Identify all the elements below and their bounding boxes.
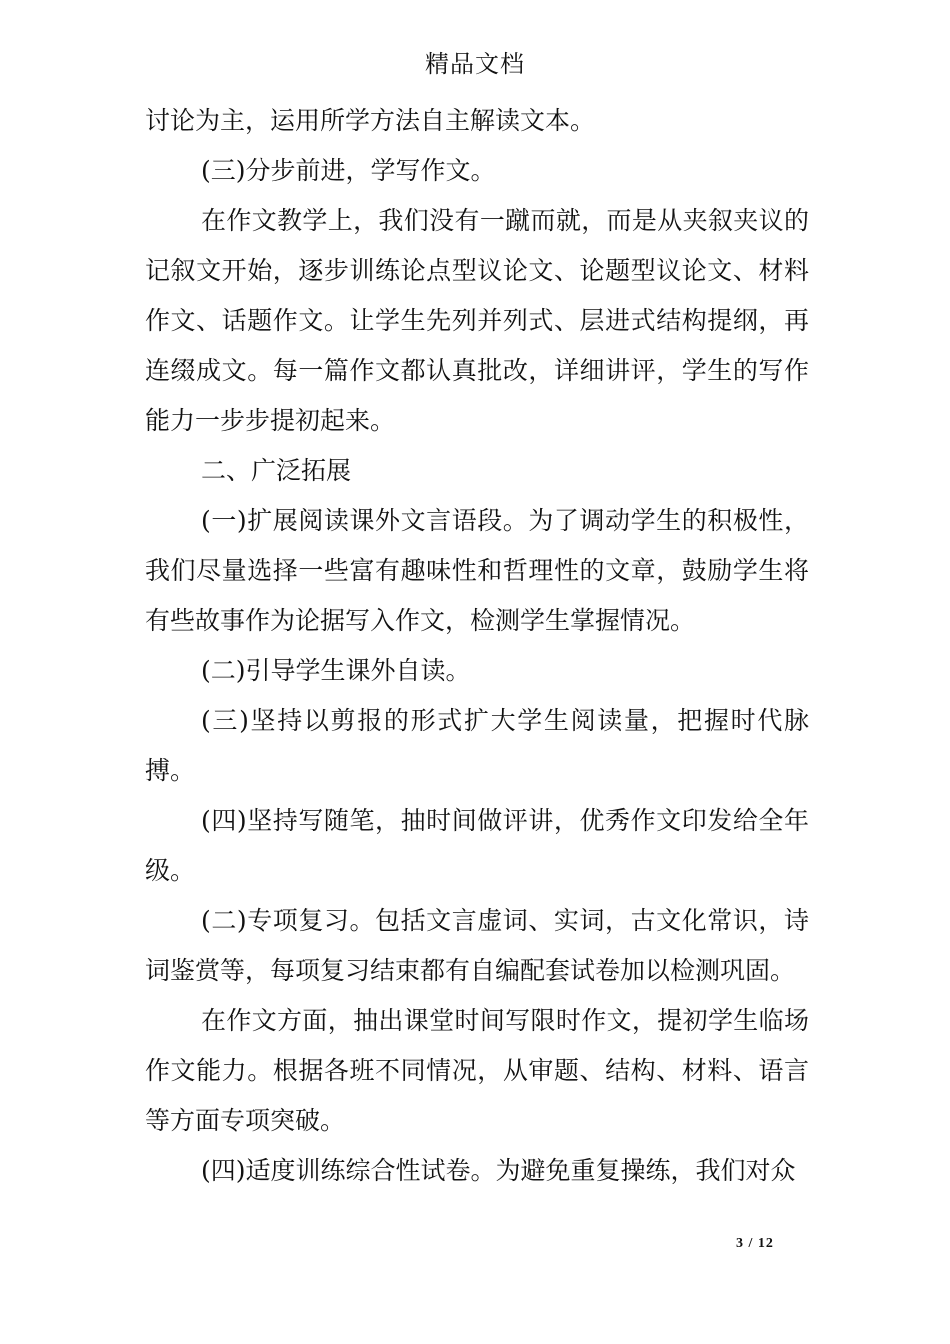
paragraph-comprehensive-papers: (四)适度训练综合性试卷。为避免重复操练，我们对众 xyxy=(201,1156,796,1185)
section-heading-expansion: 二、广泛拓展 xyxy=(201,456,352,485)
document-body xyxy=(145,96,809,1196)
paragraph-newspaper-clippings: (三)坚持以剪报的形式扩大学生阅读量，把握时代脉搏。 xyxy=(145,706,809,785)
paragraph-step-writing: (三)分步前进，学写作文。 xyxy=(201,156,496,185)
paragraph-topic-review: (二)专项复习。包括文言虚词、实词，古文化常识，诗词鉴赏等，每项复习结束都有自编配套试卷加以检测巩固。 xyxy=(145,906,809,985)
paragraph-extracurricular-reading: (一)扩展阅读课外文言语段。为了调动学生的积极性，我们尽量选择一些富有趣味性和哲理性的文章，鼓励学生将有些故事作为论据写入作文，检测学生掌握情况。 xyxy=(145,506,809,635)
paragraph-guided-self-reading: (二)引导学生课外自读。 xyxy=(201,656,471,685)
page-number: 3 / 12 xyxy=(736,1236,774,1251)
paragraph-essay-writing: (四)坚持写随笔，抽时间做评讲，优秀作文印发给全年级。 xyxy=(145,806,809,885)
paragraph-timed-composition: 在作文方面，抽出课堂时间写限时作文，提初学生临场作文能力。根据各班不同情况，从审题、结构、材料、语言等方面专项突破。 xyxy=(145,1006,809,1135)
paragraph-continuation: 讨论为主，运用所学方法自主解读文本。 xyxy=(145,106,596,135)
page-header-title: 精品文档 xyxy=(425,50,525,78)
paragraph-composition-teaching: 在作文教学上，我们没有一蹴而就，而是从夹叙夹议的记叙文开始，逐步训练论点型议论文、论题型议论文、材料作文、话题作文。让学生先列并列式、层进式结构提纲，再连缀成文。每一篇作文都认真批改，详细讲评，学生的写作能力一步步提初起来。 xyxy=(145,206,809,435)
